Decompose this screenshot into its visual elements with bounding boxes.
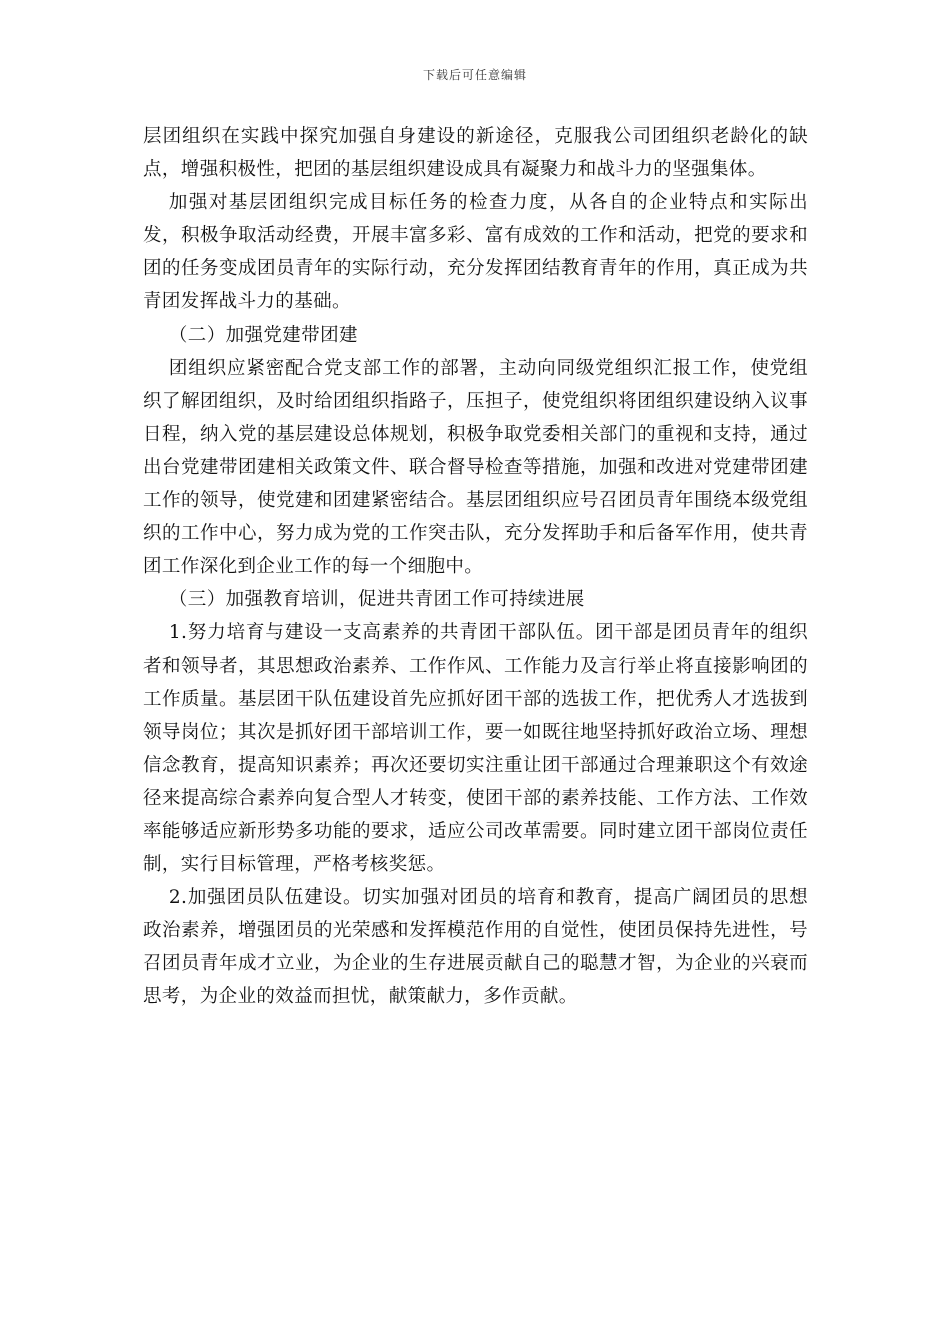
body-paragraph: 加强对基层团组织完成目标任务的检查力度，从各自的企业特点和实际出发，积极争取活动经费，开展丰富多彩、富有成效的工作和活动，把党的要求和团的任务变成团员青年的实际行动，充分发挥团结教育青年的作用，真正成为共青团发挥战斗力的基础。 [143, 192, 808, 313]
page-header: 下载后可任意编辑 [422, 68, 527, 82]
document-body [143, 120, 808, 1014]
body-paragraph: 2.加强团员队伍建设。切实加强对团员的培育和教育，提高广阔团员的思想政治素养，增强团员的光荣感和发挥模范作用的自觉性，使团员保持先进性，号召团员青年成才立业，为企业的生存进展贡献自己的聪慧才智，为企业的兴衰而思考，为企业的效益而担忧，献策献力，多作贡献。 [143, 887, 808, 1008]
body-paragraph: 层团组织在实践中探究加强自身建设的新途径，克服我公司团组织老龄化的缺点，增强积极性，把团的基层组织建设成具有凝聚力和战斗力的坚强集体。 [143, 126, 808, 181]
body-paragraph: 1.努力培育与建设一支高素养的共青团干部队伍。团干部是团员青年的组织者和领导者，其思想政治素养、工作作风、工作能力及言行举止将直接影响团的工作质量。基层团干队伍建设首先应抓好团干部的选拔工作，把优秀人才选拔到领导岗位；其次是抓好团干部培训工作，要一如既往地坚持抓好政治立场、理想信念教育，提高知识素养；再次还要切实注重让团干部通过合理兼职这个有效途径来提高综合素养向复合型人才转变，使团干部的素养技能、工作方法、工作效率能够适应新形势多功能的要求，适应公司改革需要。同时建立团干部岗位责任制，实行目标管理，严格考核奖惩。 [143, 622, 808, 876]
section-heading: （二）加强党建带团建 [168, 324, 358, 346]
body-paragraph: 团组织应紧密配合党支部工作的部署，主动向同级党组织汇报工作，使党组织了解团组织，及时给团组织指路子，压担子，使党组织将团组织建设纳入议事日程，纳入党的基层建设总体规划，积极争取党委相关部门的重视和支持，通过出台党建带团建相关政策文件、联合督导检查等措施，加强和改进对党建带团建工作的领导，使党建和团建紧密结合。基层团组织应号召团员青年围绕本级党组织的工作中心，努力成为党的工作突击队，充分发挥助手和后备军作用，使共青团工作深化到企业工作的每一个细胞中。 [143, 357, 808, 578]
section-heading: （三）加强教育培训，促进共青团工作可持续进展 [168, 589, 585, 611]
